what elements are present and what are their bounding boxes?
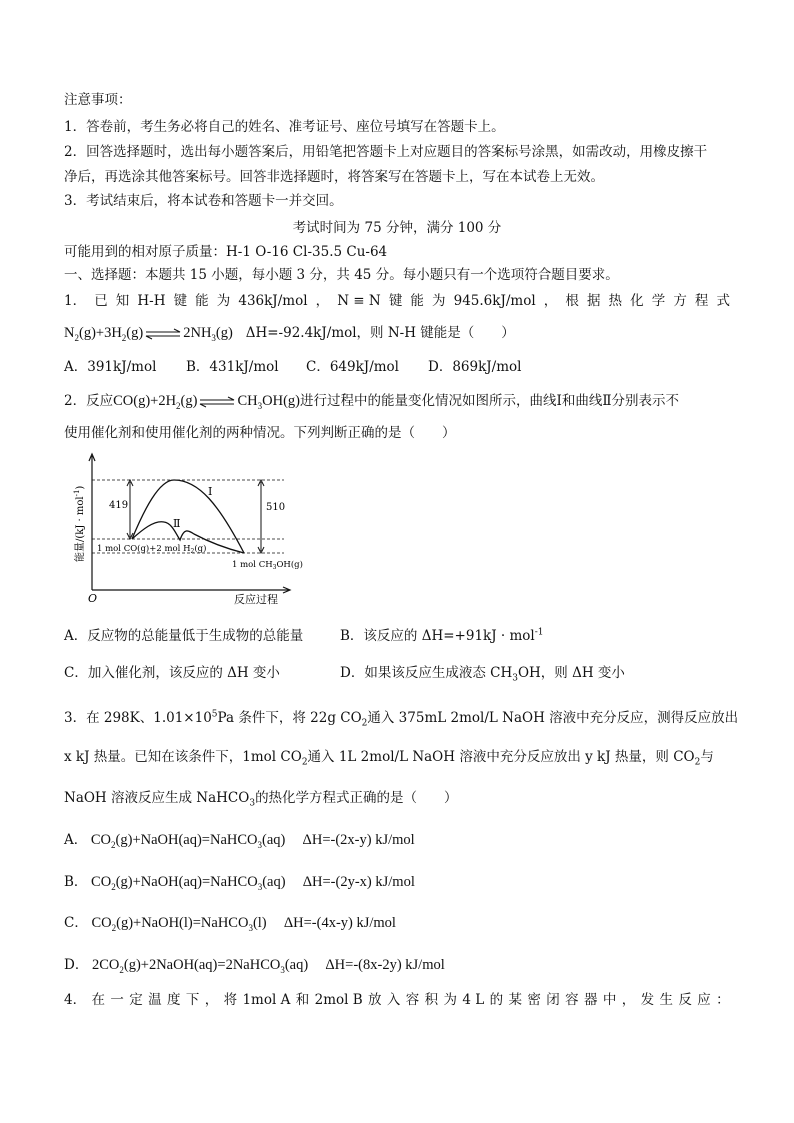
q4-stem-token: 一 — [110, 992, 124, 1008]
origin-label: O — [88, 592, 98, 605]
q3-stem-line3: NaOH 溶液反应生成 NaHCO$_3$的热化学方程式正确的是（ ） — [64, 790, 458, 809]
q4-stem-token: 密 — [527, 992, 541, 1008]
q4-stem-token: 生 — [659, 992, 674, 1008]
q4-stem-token: 闭 — [546, 992, 560, 1008]
q1-stem-token: 化 — [630, 293, 644, 309]
q4-stem-token: 入 — [386, 992, 401, 1008]
q1-stem-token: N ≡ N — [337, 293, 381, 309]
q1-stem-token: 为 — [216, 293, 231, 309]
q1-stem-token: 键 — [388, 293, 403, 309]
q1-stem-line2 — [64, 324, 515, 342]
q1-stem-token: 学 — [651, 293, 666, 309]
curve-II-label: Ⅱ — [173, 517, 181, 530]
q2-option-a[interactable]: A．反应物的总能量低于生成物的总能量 — [64, 628, 304, 644]
q1-stem-token: 为 — [432, 293, 446, 309]
q4-stem-token: 将 — [223, 992, 238, 1008]
q1-stem-token: 能 — [410, 293, 424, 309]
q4-stem-token: 为 — [443, 992, 458, 1008]
label-419: 419 — [109, 500, 129, 511]
q4-stem-token: 2mol B — [314, 992, 363, 1008]
q1-stem-token: 键 — [173, 293, 188, 309]
q4-stem-token: 发 — [640, 992, 655, 1008]
q4-stem-token: 度 — [166, 992, 181, 1008]
q4-stem-token: 应 — [697, 992, 711, 1008]
q1-option-b[interactable]: B．431kJ/mol — [186, 359, 279, 375]
q4-stem-token: ， — [621, 992, 636, 1008]
q1-stem-token: 知 — [115, 293, 130, 309]
q2-options-cd — [64, 664, 625, 682]
q1-stem-suffix: ΔH=-92.4kJ/mol，则 N-H 键能是（ ） — [245, 325, 515, 341]
q4-stem-token: 和 — [295, 992, 310, 1008]
q4-stem-line1 — [64, 991, 730, 1009]
q1-stem-token: 1． — [64, 293, 87, 309]
q2-option-d[interactable]: D．如果该反应生成液态 $CH_3OH$，则 ΔH 变小 — [340, 665, 625, 684]
section-heading: 一、选择题：本题共 15 小题，每小题 3 分，共 45 分。每小题只有一个选项符合题目要求。 — [64, 267, 619, 283]
q4-stem-token: 定 — [129, 992, 143, 1008]
q1-stem-token: 根 — [565, 293, 579, 309]
q2-equation: $CO(g)+2H_2(g)$ $CH_3OH(g)$ — [113, 393, 300, 411]
q4-stem-token: 容 — [565, 992, 579, 1008]
q4-stem-token: 某 — [508, 992, 523, 1008]
reactant-label: 1 mol CO(g)+2 mol $H_2(g)$ — [97, 544, 207, 555]
equilibrium-arrow-icon — [199, 397, 235, 407]
q4-stem-token: 的 — [489, 992, 504, 1008]
q2-mid: 进行过程中的能量变化情况如图所示，曲线Ⅰ和曲线Ⅱ分别表示不 — [299, 393, 679, 409]
q3-stem-line1: 3．在 298K、$1.01\times 10^5Pa$ 条件下，将 22g $CO_2$通入 375mL 2mol/L NaOH 溶液中充分反应，测得反应放出 — [64, 709, 739, 729]
x-axis-label: 反应过程 — [234, 593, 278, 606]
q4-stem-token: ， — [204, 992, 219, 1008]
q3-option-b[interactable]: B． $CO_2(g)+NaOH(aq)=NaHCO_3(aq)$ ΔH=-(2y-x) kJ/mol — [64, 874, 415, 892]
q1-stem-token: ， — [543, 293, 558, 309]
q4-stem-token: 4． — [64, 992, 87, 1008]
curve-I-label: Ⅰ — [208, 485, 213, 498]
q1-stem-token: 945.6kJ/mol — [453, 293, 536, 309]
q1-stem-token: H-H — [137, 293, 166, 309]
q4-stem-token: 器 — [584, 992, 598, 1008]
atomic-mass: 可能用到的相对原子质量：H-1 O-16 Cl-35.5 Cu-64 — [64, 244, 388, 260]
q3-option-d[interactable]: D． $2CO_2(g)+2NaOH(aq)=2NaHCO_3(aq)$ ΔH=-(8x-2y) kJ/mol — [64, 957, 445, 975]
q1-stem-token: 程 — [694, 293, 709, 309]
label-510: 510 — [266, 502, 286, 513]
curve-I — [132, 480, 244, 553]
q4-stem-token: 容 — [405, 992, 420, 1008]
q2-options-ab — [64, 627, 544, 645]
q4-stem-token: ： — [716, 992, 730, 1008]
q1-options — [64, 358, 521, 376]
q1-equation: $N_2(g)+3H_2(g)$ $2NH_3(g)$ — [64, 325, 233, 343]
q1-stem-token: 热 — [608, 293, 623, 309]
q4-stem-token: 4 L — [462, 992, 485, 1008]
q3-option-a[interactable]: A． $CO_2(g)+NaOH(aq)=NaHCO_3(aq)$ ΔH=-(2x-y) kJ/mol — [64, 832, 415, 850]
q1-stem-line1 — [64, 292, 730, 310]
q4-stem-token: 温 — [148, 992, 162, 1008]
q1-stem-token: 436kJ/mol — [238, 293, 308, 309]
q1-option-a[interactable]: A．391kJ/mol — [64, 359, 157, 375]
q2-stem-line1 — [64, 392, 679, 410]
q1-stem-token: 已 — [94, 293, 108, 309]
note-item-2-cont: 净后，再选涂其他答案标号。回答非选择题时，将答案写在答题卡上，写在本试卷上无效。 — [64, 169, 604, 185]
exam-info: 考试时间为 75 分钟，满分 100 分 — [292, 220, 502, 236]
q2-option-b[interactable]: B．该反应的 ΔH=+91kJ · mol$^{-1}$ — [340, 627, 544, 644]
q4-stem-token: 放 — [368, 992, 382, 1008]
q1-stem-token: ， — [315, 293, 330, 309]
q4-stem-token: 反 — [678, 992, 692, 1008]
q3-stem-line2: x kJ 热量。已知在该条件下，1mol $CO_2$通入 1L 2mol/L NaOH 溶液中充分反应放出 y kJ 热量，则 $CO_2$与 — [64, 749, 714, 768]
q1-stem-token: 方 — [673, 293, 687, 309]
product-label: 1 mol $CH_3OH(g)$ — [232, 560, 303, 571]
y-axis-label: 能量/(kJ · mol$^{-1}$) — [73, 485, 86, 562]
q4-stem-token: 下 — [185, 992, 200, 1008]
note-item-1: 1．答卷前，考生务必将自己的姓名、准考证号、座位号填写在答题卡上。 — [64, 119, 505, 135]
q4-stem-token: 积 — [424, 992, 439, 1008]
q2-stem-line2: 使用催化剂和使用催化剂的两种情况。下列判断正确的是（ ） — [64, 425, 456, 441]
energy-diagram — [74, 450, 304, 610]
q2-option-c[interactable]: C．加入催化剂，该反应的 ΔH 变小 — [64, 665, 280, 681]
note-item-2: 2．回答选择题时，选出每小题答案后，用铅笔把答题卡上对应题目的答案标号涂黑，如需改动，用橡皮擦干 — [64, 144, 708, 160]
q1-option-c[interactable]: C．649kJ/mol — [306, 359, 399, 375]
notes-title: 注意事项： — [64, 92, 132, 108]
q1-stem-token: 据 — [586, 293, 601, 309]
q4-stem-token: 中 — [602, 992, 617, 1008]
note-item-3: 3．考试结束后，将本试卷和答题卡一并交回。 — [64, 193, 343, 209]
q4-stem-token: 在 — [91, 992, 105, 1008]
q3-option-c[interactable]: C． $CO_2(g)+NaOH(l)=NaHCO_3(l)$ ΔH=-(4x-y) kJ/mol — [64, 915, 396, 933]
q4-stem-token: 1mol A — [242, 992, 291, 1008]
q1-stem-token: 能 — [195, 293, 209, 309]
q2-prefix: 2．反应 — [64, 393, 114, 409]
q1-stem-token: 式 — [716, 293, 730, 309]
equilibrium-arrow-icon — [145, 329, 181, 339]
q1-option-d[interactable]: D．869kJ/mol — [428, 359, 522, 375]
